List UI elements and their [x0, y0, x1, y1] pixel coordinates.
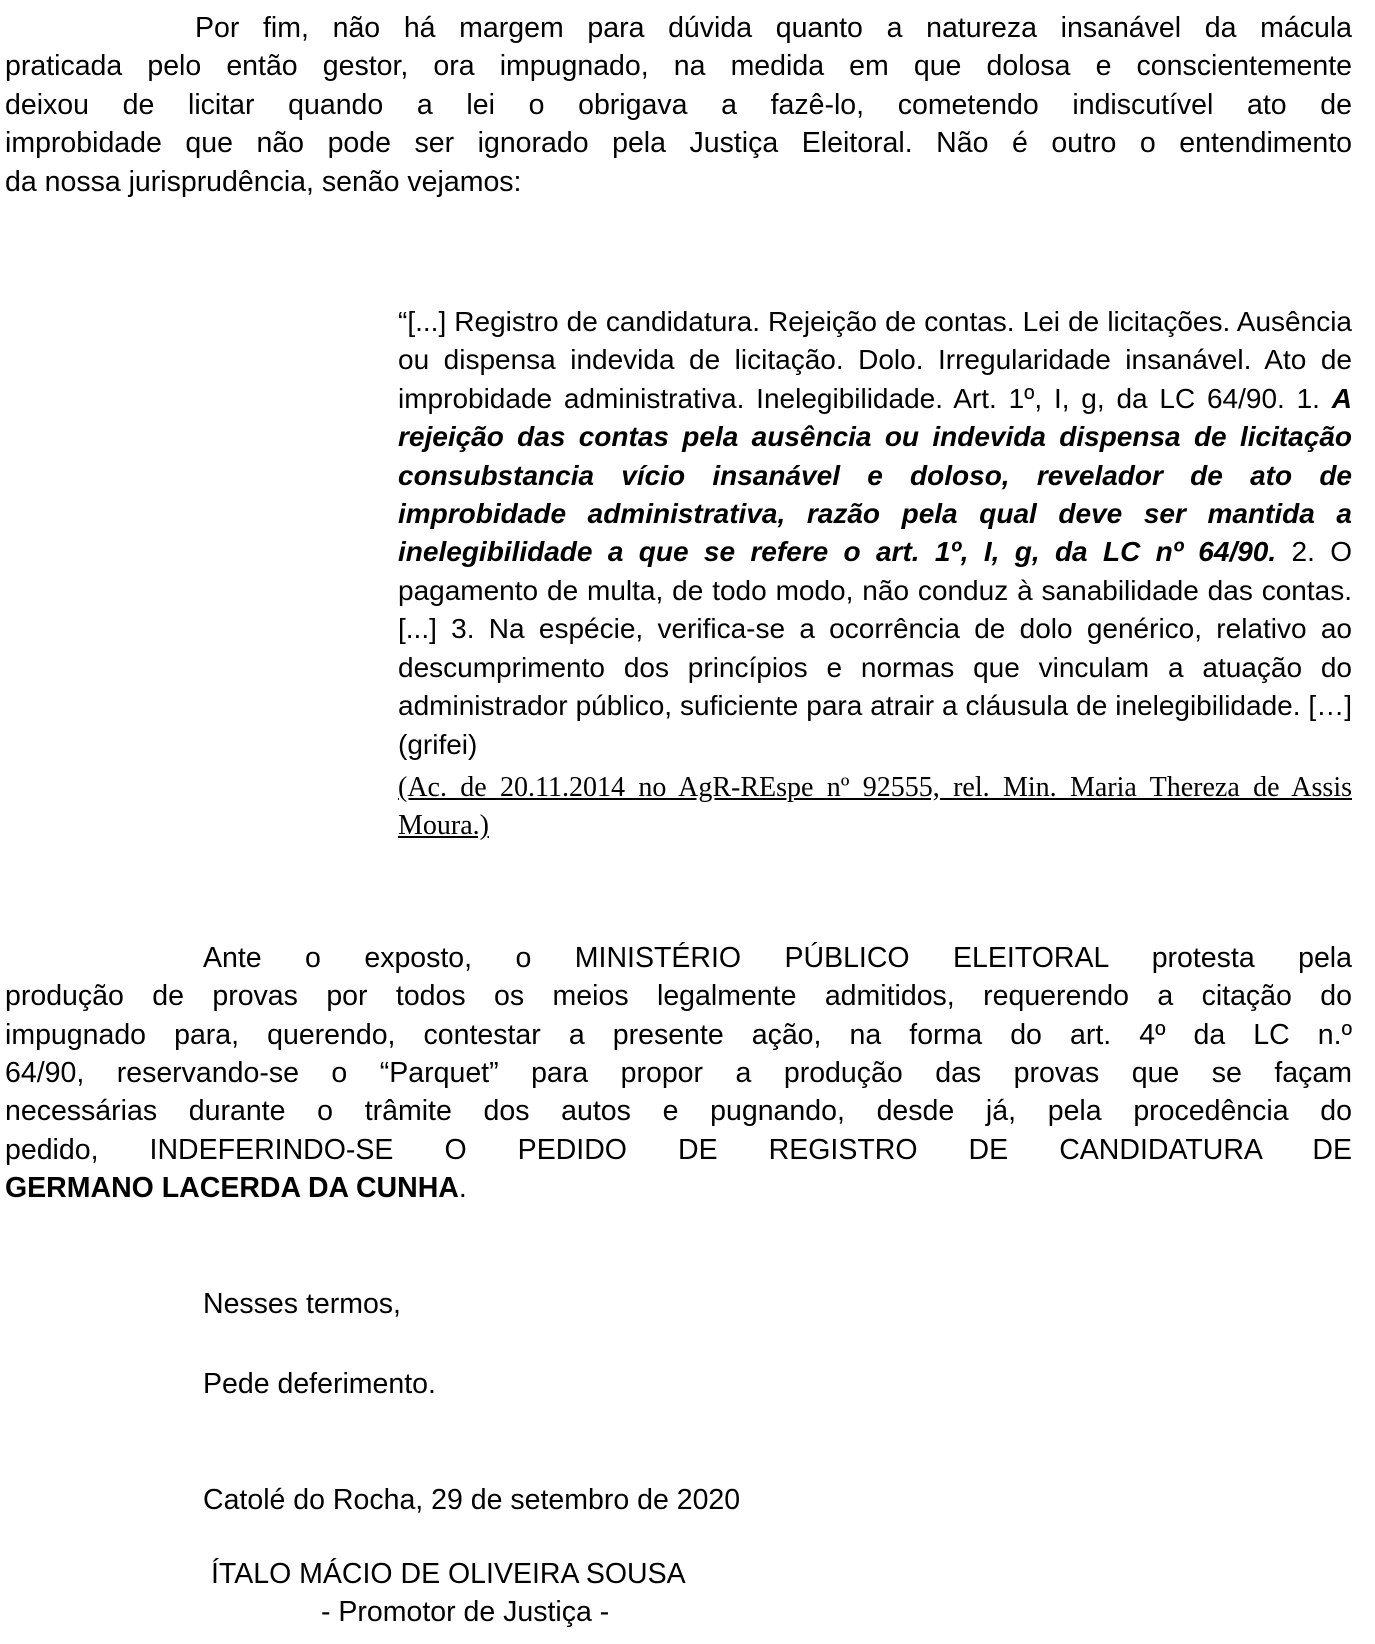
- signer-title: - Promotor de Justiça -: [321, 1596, 610, 1629]
- text-segment: (Ac. de 20.11.2014 no AgR-REspe nº 92555, rel. Min. Maria Thereza de Assis: [398, 771, 1352, 803]
- text-segment: (grifei): [398, 728, 478, 760]
- text-segment: improbidade administrativa. Inelegibilidade. Art. 1º, I, g, da LC 64/90. 1.: [398, 382, 1332, 414]
- text-segment: Ante o exposto, o MINISTÉRIO PÚBLICO ELEITORAL protesta pela: [203, 941, 1352, 974]
- text-line: [398, 495, 1352, 533]
- text-line: [5, 47, 1352, 85]
- text-line: [398, 341, 1352, 379]
- text-line: [398, 303, 1352, 341]
- place-date-line: Catolé do Rocha, 29 de setembro de 2020: [203, 1484, 741, 1517]
- legal-document-page: [0, 9, 1375, 1644]
- paragraph-por-fim: [5, 9, 1352, 201]
- text-segment: A: [1331, 382, 1352, 414]
- text-segment: Por fim, não há margem para dúvida quanto a natureza insanável da mácula: [195, 12, 1352, 44]
- text-line: [398, 418, 1352, 456]
- text-line: [5, 1054, 1352, 1092]
- text-segment: improbidade que não pode ser ignorado pela Justiça Eleitoral. Não é outro o entendimento: [5, 127, 1352, 160]
- text-segment: impugnado para, querendo, contestar a presente ação, na forma do art. 4º da LC n.º: [5, 1018, 1352, 1051]
- text-segment: descumprimento dos princípios e normas que vinculam a atuação do: [398, 651, 1352, 683]
- text-line: [398, 769, 1352, 807]
- text-segment: da nossa jurisprudência, senão vejamos:: [5, 165, 522, 198]
- text-line: [398, 807, 1352, 845]
- text-segment: deixou de licitar quando a lei o obrigava a fazê-lo, cometendo indiscutível ato de: [5, 88, 1352, 121]
- text-segment: 2. O: [1276, 536, 1352, 568]
- text-segment: inelegibilidade a que se refere o art. 1º, I, g, da LC nº 64/90.: [398, 536, 1277, 568]
- text-line: [5, 124, 1352, 162]
- signature-block: [211, 1555, 1352, 1632]
- paragraph-ante-o-exposto: [5, 939, 1352, 1208]
- text-segment: GERMANO LACERDA DA CUNHA: [5, 1172, 459, 1205]
- text-line: [5, 1016, 1352, 1054]
- signer-name: ÍTALO MÁCIO DE OLIVEIRA SOUSA: [211, 1557, 686, 1590]
- text-segment: consubstancia vício insanável e doloso, revelador de ato de: [398, 459, 1352, 491]
- text-line: [398, 572, 1352, 610]
- text-segment: 64/90, reservando-se o “Parquet” para propor a produção das provas que se façam: [5, 1056, 1352, 1089]
- text-segment: pagamento de multa, de todo modo, não conduz à sanabilidade das contas.: [398, 574, 1352, 606]
- text-segment: “[...] Registro de candidatura. Rejeição de contas. Lei de licitações. Ausência: [398, 306, 1352, 338]
- text-segment: rejeição das contas pela ausência ou indevida dispensa de licitação: [398, 421, 1352, 453]
- jurisprudence-quote-block: [398, 303, 1352, 764]
- text-line: [5, 939, 1352, 977]
- text-line: [398, 610, 1352, 648]
- text-line: [5, 86, 1352, 124]
- text-line: [398, 380, 1352, 418]
- text-segment: improbidade administrativa, razão pela qual deve ser mantida a: [398, 498, 1352, 530]
- closing-request: Pede deferimento.: [203, 1367, 436, 1400]
- text-segment: Moura.): [398, 810, 489, 842]
- text-line: [398, 457, 1352, 495]
- text-line: [5, 1169, 1352, 1207]
- text-line: [5, 1131, 1352, 1169]
- text-line: [5, 163, 1352, 201]
- text-line: [5, 1092, 1352, 1130]
- text-segment: administrador público, suficiente para atrair a cláusula de inelegibilidade. […]: [398, 690, 1352, 722]
- case-citation: [398, 769, 1352, 846]
- text-line: [398, 533, 1352, 571]
- text-line: [398, 687, 1352, 725]
- text-segment: .: [458, 1172, 467, 1205]
- text-line: [398, 649, 1352, 687]
- closing-terms: Nesses termos,: [203, 1287, 401, 1320]
- text-segment: pedido, INDEFERINDO-SE O PEDIDO DE REGISTRO DE CANDIDATURA DE: [5, 1133, 1352, 1166]
- text-line: [398, 726, 1352, 764]
- text-line: [5, 9, 1352, 47]
- text-line: [5, 977, 1352, 1015]
- text-segment: necessárias durante o trâmite dos autos e pugnando, desde já, pela procedência do: [5, 1095, 1352, 1128]
- text-segment: praticada pelo então gestor, ora impugnado, na medida em que dolosa e conscientemente: [5, 50, 1352, 83]
- text-segment: ou dispensa indevida de licitação. Dolo. Irregularidade insanável. Ato de: [398, 344, 1352, 376]
- text-segment: produção de provas por todos os meios legalmente admitidos, requerendo a citação do: [5, 980, 1352, 1013]
- text-segment: [...] 3. Na espécie, verifica-se a ocorrência de dolo genérico, relativo ao: [398, 613, 1352, 645]
